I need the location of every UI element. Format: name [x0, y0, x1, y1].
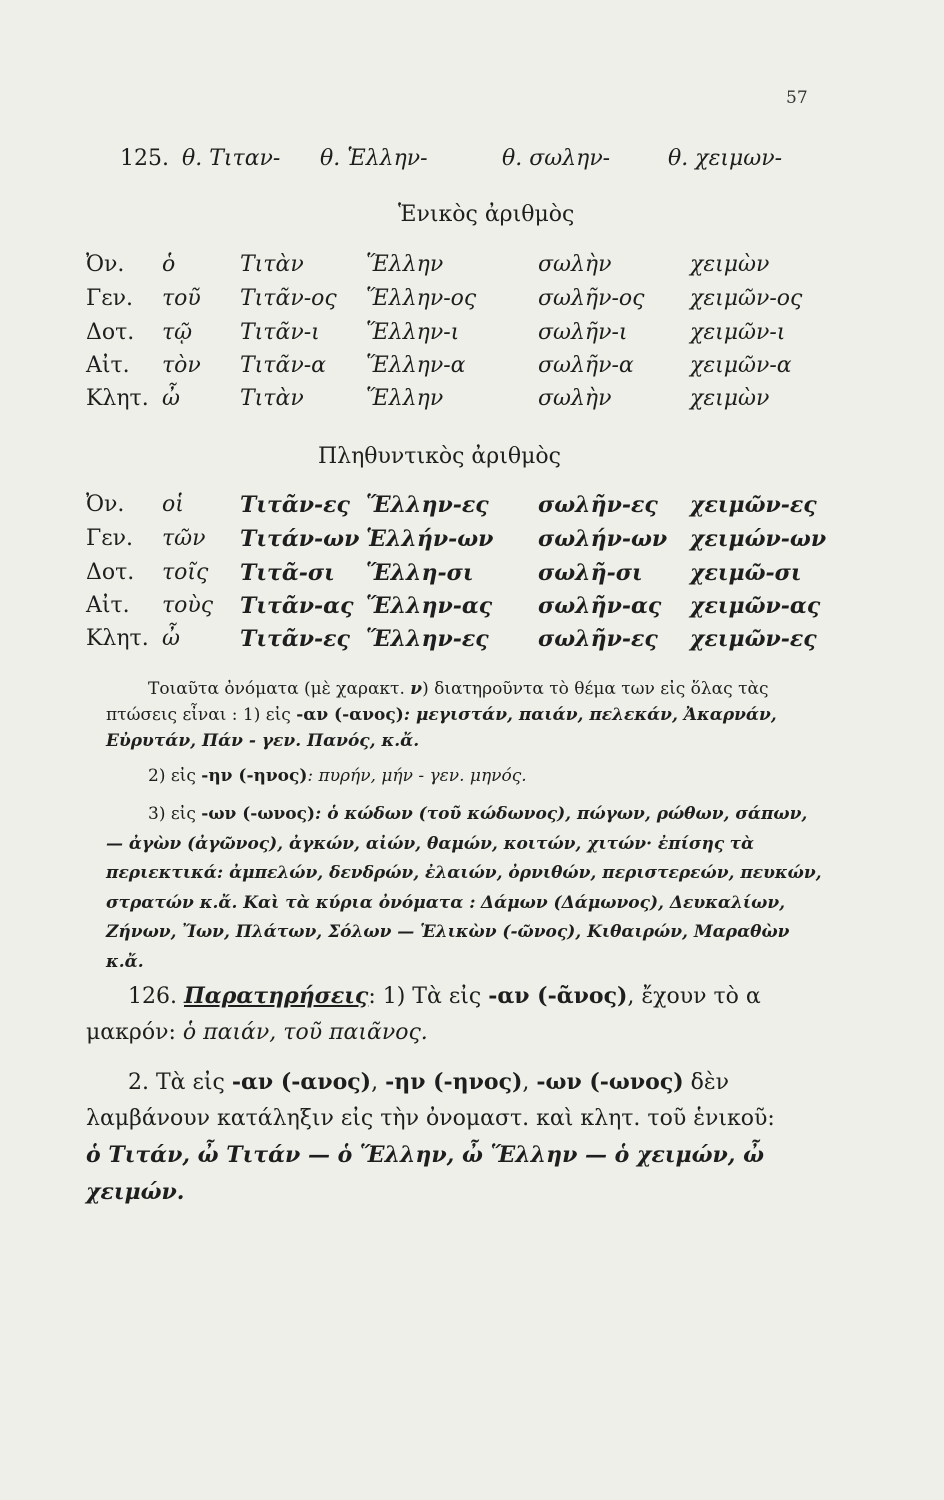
form-hellen: Ἕλλην-ι	[366, 320, 460, 345]
note-paragraph-2	[106, 766, 826, 786]
section-126-p2-examples: ὁ Τιτάν, ὦ Τιτάν — ὁ Ἕλλην, ὦ Ἕλλην — ὁ χειμών, ὦ χειμών.	[86, 1142, 765, 1205]
stem-titan: θ. Τιταν-	[182, 146, 281, 171]
section-126-heading: Παρατηρήσεις	[183, 983, 369, 1009]
article: ὦ	[162, 386, 180, 411]
section-126-p1-example: ὁ παιάν, τοῦ παιᾶνος.	[182, 1020, 428, 1045]
section-126-paragraph-1	[86, 978, 826, 1051]
form-cheimon: χειμὼν	[690, 386, 770, 411]
stem-cheimon: θ. χειμων-	[668, 146, 783, 171]
article: τοῦ	[162, 286, 201, 311]
note-group2-prefix: 2) εἰς	[148, 766, 196, 786]
section-126-number: 126.	[128, 984, 177, 1009]
form-cheimon: χειμὼν	[690, 252, 770, 277]
form-cheimon: χειμῶν-α	[690, 353, 792, 378]
form-titan: Τιτὰν	[240, 252, 304, 277]
form-solen: σωλῆν-ες	[538, 626, 658, 652]
singular-title: Ἑνικὸς ἀριθμὸς	[398, 202, 575, 227]
table-row	[86, 492, 866, 522]
form-titan: Τιτᾶν-ι	[240, 320, 320, 345]
form-titan: Τιτᾶν-α	[240, 353, 326, 378]
form-titan: Τιτᾶν-ας	[240, 593, 354, 619]
form-cheimon: χειμῶ-σι	[690, 560, 802, 586]
note-group2-words: : πυρήν, μήν - γεν. μηνός.	[307, 766, 527, 786]
form-solen: σωλῆν-ας	[538, 593, 662, 619]
note-group3-prefix: 3) εἰς	[148, 804, 196, 824]
note-group3-ending: -ων (-ωνος)	[201, 804, 316, 824]
plural-title: Πληθυντικὸς ἀριθμὸς	[318, 444, 561, 469]
page-number: 57	[786, 88, 808, 108]
form-hellen: Ἕλλη-σι	[366, 560, 474, 586]
note-group1-words: : μεγιστάν, παιάν, πελεκάν, Ἀκαρνάν, Εὐρυτάν, Πάν - γεν. Πανός, κ.ἄ.	[106, 705, 777, 751]
form-solen: σωλῆ-σι	[538, 560, 643, 586]
form-hellen: Ἑλλήν-ων	[366, 526, 494, 552]
case-label: Ὀν.	[86, 252, 125, 277]
form-cheimon: χειμῶν-ας	[690, 593, 821, 619]
form-cheimon: χειμῶν-ες	[690, 626, 817, 652]
form-cheimon: χειμῶν-ος	[690, 286, 803, 311]
case-label: Δοτ.	[86, 560, 135, 585]
article: τὸν	[162, 353, 201, 378]
article: τοὺς	[162, 593, 214, 618]
table-row	[86, 526, 866, 556]
note-paragraph-3	[106, 800, 826, 977]
form-solen: σωλῆν-α	[538, 353, 634, 378]
note-group3-text-b: : ἀμπελών, δενδρών, ἐλαιών, ὀρνιθών, περιστερεών, πευκών, στρατών κ.ἄ. Καὶ τὰ κύρια ὀνόματα :	[106, 863, 822, 913]
article: τῶν	[162, 526, 206, 551]
form-titan: Τιτᾶν-ες	[240, 492, 350, 518]
note-intro-nu: ν	[410, 679, 423, 699]
section-126-p1-a: : 1) Τὰ εἰς	[368, 984, 482, 1009]
section-number: 125.	[120, 146, 169, 171]
form-solen: σωλὴν	[538, 386, 612, 411]
article: οἱ	[162, 492, 184, 517]
note-group2-ending: -ην (-ηνος)	[201, 766, 308, 786]
case-label: Κλητ.	[86, 386, 149, 411]
table-row	[86, 320, 866, 350]
article: τοῖς	[162, 560, 209, 585]
table-row	[86, 593, 866, 623]
form-solen: σωλὴν	[538, 252, 612, 277]
case-label: Αἰτ.	[86, 593, 130, 618]
form-solen: σωλῆν-ες	[538, 492, 658, 518]
form-titan: Τιτὰν	[240, 386, 304, 411]
form-hellen: Ἕλλην-ας	[366, 593, 493, 619]
note-intro-a: Τοιαῦτα ὀνόματα (μὲ χαρακτ.	[148, 679, 405, 699]
form-solen: σωλῆν-ι	[538, 320, 628, 345]
section-126-p2-a: 2. Τὰ εἰς	[128, 1070, 225, 1095]
form-titan: Τιτάν-ων	[240, 526, 360, 552]
form-cheimon: χειμῶν-ι	[690, 320, 786, 345]
case-label: Ὀν.	[86, 492, 125, 517]
section-126-p2-b: δὲν λαμβάνουν κατάληξιν εἰς τὴν ὀνομαστ. καὶ κλητ. τοῦ ἑνικοῦ:	[86, 1070, 775, 1131]
section-126-p2-ending-2: -ην (-ηνος)	[385, 1069, 523, 1095]
article: ὁ	[162, 252, 176, 277]
form-hellen: Ἕλλην	[366, 252, 444, 277]
section-126-p1-ending: -αν (-ᾶνος)	[488, 983, 628, 1009]
section-126-p2-ending-3: -ων (-ωνος)	[536, 1069, 684, 1095]
note-intro-b: ) διατηροῦντα τὸ θέμα των εἰς ὅλας τὰς πτώσεις εἶναι : 1) εἰς	[106, 679, 769, 725]
table-row	[86, 560, 866, 590]
form-titan: Τιτᾶν-ες	[240, 626, 350, 652]
form-cheimon: χειμών-ων	[690, 526, 827, 552]
table-row	[86, 386, 866, 416]
note-group3-text-a: : ὁ κώδων (τοῦ κώδωνος), πώγων, ρώθων, σάπων, — ἀγὼν (ἀγῶνος), ἀγκών, αἰών, θαμών, κοιτών, χιτών· ἐπίσης	[106, 804, 808, 854]
note-group3-label: τὰ περιεκτικά	[106, 833, 755, 883]
case-label: Κλητ.	[86, 626, 149, 651]
table-row	[86, 252, 866, 282]
form-solen: σωλῆν-ος	[538, 286, 645, 311]
form-hellen: Ἕλλην-ες	[366, 492, 489, 518]
table-row	[86, 353, 866, 383]
note-group1-ending: -αν (-ανος)	[296, 705, 404, 725]
table-row	[86, 286, 866, 316]
section-126-p1-b: , ἔχουν τὸ α μακρόν:	[86, 984, 761, 1045]
form-titan: Τιτᾶ-σι	[240, 560, 335, 586]
case-label: Γεν.	[86, 526, 134, 551]
stem-hellen: θ. Ἑλλην-	[320, 146, 428, 171]
form-hellen: Ἕλλην-ες	[366, 626, 489, 652]
case-label: Αἰτ.	[86, 353, 130, 378]
stem-solen: θ. σωλην-	[502, 146, 611, 171]
form-hellen: Ἕλλην-α	[366, 353, 466, 378]
form-hellen: Ἕλλην-ος	[366, 286, 477, 311]
form-solen: σωλήν-ων	[538, 526, 668, 552]
article: τῷ	[162, 320, 193, 345]
form-cheimon: χειμῶν-ες	[690, 492, 817, 518]
note-paragraph-1	[106, 676, 826, 754]
table-row	[86, 626, 866, 656]
section-126-paragraph-2: 2. Τὰ εἰς -αν (-ανος), -ην (-ηνος), -ων (-ωνος) δὲν λαμβάνουν κατάληξιν εἰς τὴν ὀνομαστ. καὶ κλητ. τοῦ ἑνικοῦ: ὁ Τιτάν, ὦ Τιτάν — ὁ Ἕλλην, ὦ Ἕλλην — ὁ χειμών, ὦ χειμών.	[86, 1069, 775, 1205]
case-label: Γεν.	[86, 286, 134, 311]
article: ὦ	[162, 626, 180, 651]
note-group3-names: Δάμων (Δάμωνος), Δευκαλίων, Ζήνων, Ἴων, Πλάτων, Σόλων — Ἑλικὼν (-ῶνος), Κιθαιρών, Μαραθὼν κ.ἄ.	[106, 892, 790, 972]
form-hellen: Ἕλλην	[366, 386, 444, 411]
form-titan: Τιτᾶν-ος	[240, 286, 337, 311]
section-126-p2-ending-1: -αν (-ανος)	[231, 1069, 372, 1095]
case-label: Δοτ.	[86, 320, 135, 345]
